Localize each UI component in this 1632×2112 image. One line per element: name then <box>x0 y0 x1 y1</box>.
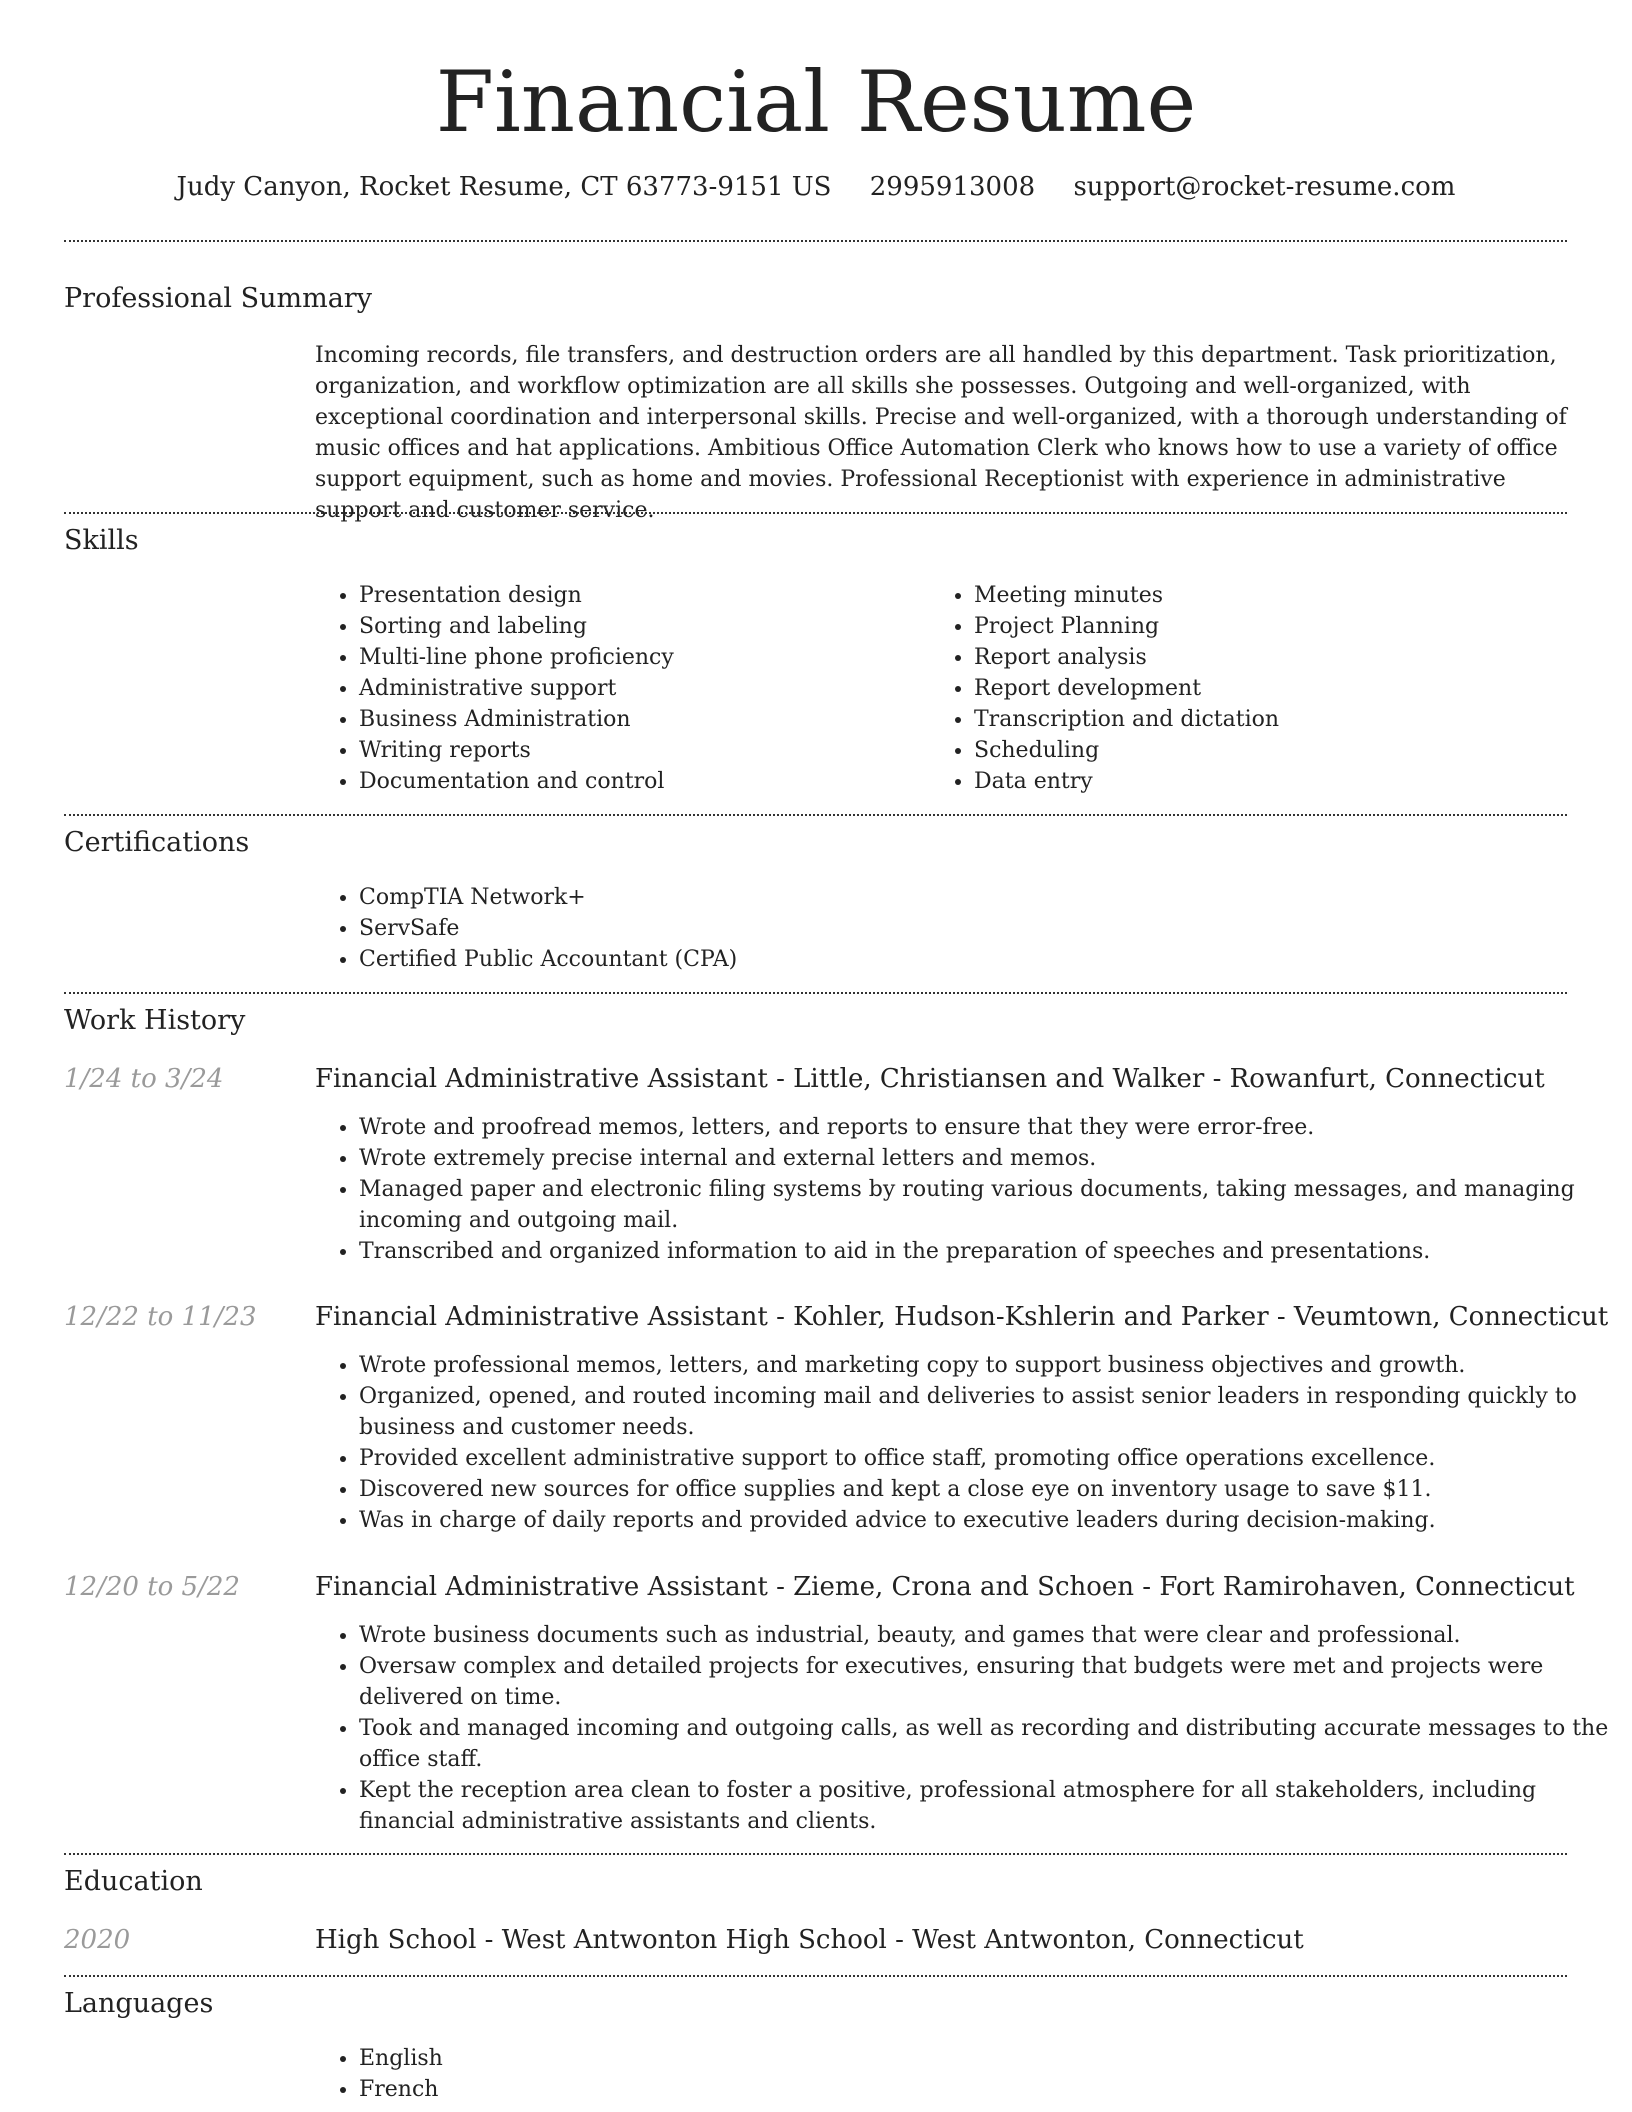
job-bullet: • Provided excellent administrative support to office staff, promoting office operations excellence. <box>359 1443 1611 1474</box>
skill-item: • Administrative support <box>359 673 919 704</box>
skill-item: • Data entry <box>974 766 1574 797</box>
contact-line <box>0 170 1632 204</box>
skill-item: • Scheduling <box>974 735 1574 766</box>
certification-item: • ServSafe <box>359 913 1559 944</box>
job-bullet: • Managed paper and electronic filing systems by routing various documents, taking messages, and managing incoming and outgoing mail. <box>359 1174 1611 1236</box>
skills-list-right <box>930 580 1574 797</box>
job-bullet: • Oversaw complex and detailed projects for executives, ensuring that budgets were met and projects were delivered on time. <box>359 1651 1611 1713</box>
section-title-languages: Languages <box>64 1988 214 2019</box>
contact-address: Judy Canyon, Rocket Resume, CT 63773-9151 US <box>176 172 832 202</box>
contact-phone: 2995913008 <box>869 172 1036 202</box>
certifications-list <box>315 882 1559 975</box>
language-item: • English <box>359 2043 959 2074</box>
job-bullet: • Wrote business documents such as industrial, beauty, and games that were clear and professional. <box>359 1620 1611 1651</box>
job-bullet: • Organized, opened, and routed incoming mail and deliveries to assist senior leaders in responding quickly to business and customer needs. <box>359 1381 1611 1443</box>
job-heading: Financial Administrative Assistant - Zieme, Crona and Schoen - Fort Ramirohaven, Connecticut <box>315 1572 1575 1602</box>
skill-item: • Writing reports <box>359 735 919 766</box>
job-heading: Financial Administrative Assistant - Kohler, Hudson-Kshlerin and Parker - Veumtown, Connecticut <box>315 1302 1609 1332</box>
certification-item: • Certified Public Accountant (CPA) <box>359 944 1559 975</box>
skill-item: • Multi-line phone proficiency <box>359 642 919 673</box>
languages-list <box>315 2043 959 2105</box>
certification-item: • CompTIA Network+ <box>359 882 1559 913</box>
section-title-skills: Skills <box>64 525 139 556</box>
education-heading: High School - West Antwonton High School - West Antwonton, Connecticut <box>315 1925 1304 1955</box>
section-title-work: Work History <box>64 1005 246 1036</box>
skills-list-left <box>315 580 919 797</box>
job-bullets <box>315 1112 1611 1267</box>
skill-item: • Business Administration <box>359 704 919 735</box>
skill-item: • Meeting minutes <box>974 580 1574 611</box>
job-bullet: • Kept the reception area clean to foster a positive, professional atmosphere for all stakeholders, including financial administrative assistants and clients. <box>359 1775 1611 1837</box>
job-bullet: • Took and managed incoming and outgoing calls, as well as recording and distributing accurate messages to the office staff. <box>359 1713 1611 1775</box>
skill-item: • Transcription and dictation <box>974 704 1574 735</box>
resume-title: Financial Resume <box>435 53 1197 151</box>
skill-item: • Sorting and labeling <box>359 611 919 642</box>
skill-item: • Documentation and control <box>359 766 919 797</box>
divider <box>64 1853 1567 1855</box>
section-title-education: Education <box>64 1866 203 1897</box>
job-date: 12/22 to 11/23 <box>64 1302 257 1332</box>
section-title-certifications: Certifications <box>64 827 250 858</box>
job-bullet: • Was in charge of daily reports and provided advice to executive leaders during decision-making. <box>359 1505 1611 1536</box>
job-bullets <box>315 1350 1611 1536</box>
job-date: 12/20 to 5/22 <box>64 1572 240 1602</box>
language-item: • French <box>359 2074 959 2105</box>
job-bullet: • Discovered new sources for office supplies and kept a close eye on inventory usage to save $11. <box>359 1474 1611 1505</box>
job-bullet: • Transcribed and organized information to aid in the preparation of speeches and presentations. <box>359 1236 1611 1267</box>
summary-text: Incoming records, file transfers, and destruction orders are all handled by this department. Task prioritization, organization, and workflow optimization are all skills she possesses. Outgoing and well-organized, with exceptional coordination and interpersonal skills. Precise and well-organized, with a thorough understanding of music offices and hat applications. Ambitious Office Automation Clerk who knows how to use a variety of office support equipment, such as home and movies. Professional Receptionist with experience in administrative support and customer service. <box>315 343 1567 523</box>
divider <box>64 814 1567 816</box>
job-date: 1/24 to 3/24 <box>64 1064 224 1094</box>
divider <box>64 512 1567 514</box>
education-date: 2020 <box>64 1925 131 1955</box>
skill-item: • Project Planning <box>974 611 1574 642</box>
job-bullet: • Wrote professional memos, letters, and marketing copy to support business objectives and growth. <box>359 1350 1611 1381</box>
divider <box>64 240 1567 242</box>
contact-email: support@rocket-resume.com <box>1073 172 1456 202</box>
skill-item: • Report analysis <box>974 642 1574 673</box>
job-heading: Financial Administrative Assistant - Little, Christiansen and Walker - Rowanfurt, Connecticut <box>315 1064 1545 1094</box>
job-bullet: • Wrote and proofread memos, letters, and reports to ensure that they were error-free. <box>359 1112 1611 1143</box>
job-bullets <box>315 1620 1611 1837</box>
skill-item: • Report development <box>974 673 1574 704</box>
section-title-summary: Professional Summary <box>64 283 372 314</box>
skill-item: • Presentation design <box>359 580 919 611</box>
divider <box>64 992 1567 994</box>
job-bullet: • Wrote extremely precise internal and external letters and memos. <box>359 1143 1611 1174</box>
divider <box>64 1975 1567 1977</box>
